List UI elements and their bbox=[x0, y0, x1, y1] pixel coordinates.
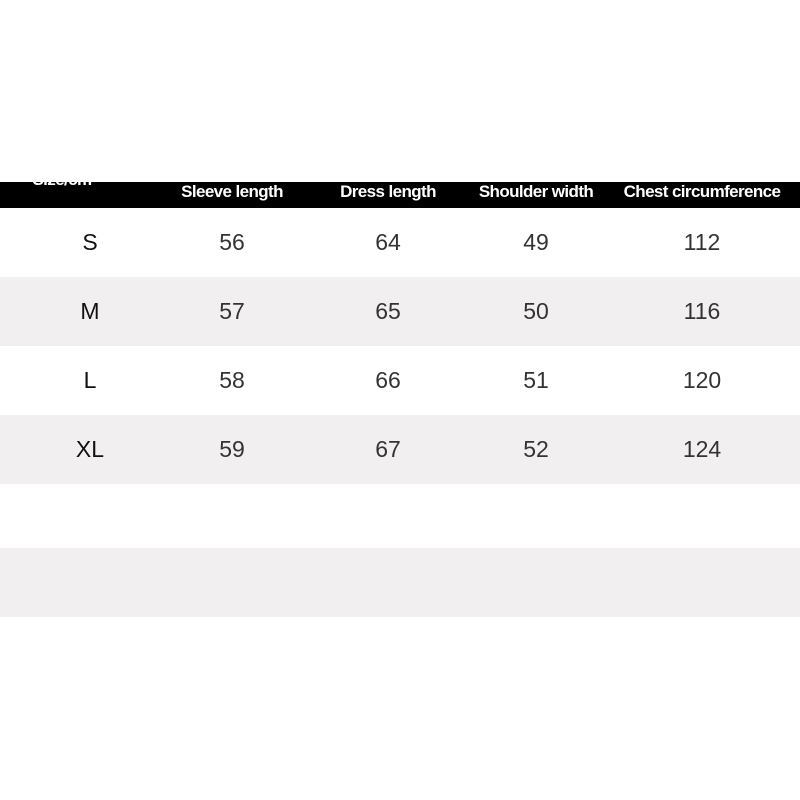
chest-circumference-value: 124 bbox=[682, 436, 722, 462]
size-label: L bbox=[83, 367, 97, 393]
sleeve-length-value: 56 bbox=[219, 229, 245, 255]
dress-length-value: 65 bbox=[375, 298, 401, 324]
table-header bbox=[0, 170, 800, 208]
table-row-l bbox=[0, 346, 800, 415]
size-label: M bbox=[80, 298, 100, 324]
sleeve-length-value: 57 bbox=[219, 298, 245, 324]
dress-length-value: 67 bbox=[375, 436, 401, 462]
shoulder-width-value: 51 bbox=[523, 367, 549, 393]
chest-circumference-value: 116 bbox=[683, 298, 721, 324]
table-row-s bbox=[0, 208, 800, 277]
chest-circumference-value: 120 bbox=[682, 367, 722, 393]
header-sleeve-length: Sleeve length bbox=[181, 182, 283, 201]
chest-circumference-value: 112 bbox=[683, 229, 721, 255]
table-row-m bbox=[0, 277, 800, 346]
size-label: S bbox=[82, 229, 98, 255]
sleeve-length-value: 58 bbox=[219, 367, 245, 393]
size-label: XL bbox=[75, 436, 105, 462]
header-dress-length: Dress length bbox=[340, 182, 436, 201]
table-row-xl bbox=[0, 415, 800, 484]
empty-shaded-row bbox=[0, 548, 800, 617]
header-corner-label: Size/cm bbox=[32, 170, 92, 189]
shoulder-width-value: 50 bbox=[523, 298, 549, 324]
shoulder-width-value: 52 bbox=[523, 436, 549, 462]
dress-length-value: 64 bbox=[375, 229, 401, 255]
header-shoulder-width: Shoulder width bbox=[478, 182, 594, 201]
shoulder-width-value: 49 bbox=[523, 229, 549, 255]
header-chest-circumference: Chest circumference bbox=[623, 182, 781, 201]
sleeve-length-value: 59 bbox=[219, 436, 245, 462]
size-chart-table bbox=[0, 170, 800, 484]
dress-length-value: 66 bbox=[375, 367, 401, 393]
